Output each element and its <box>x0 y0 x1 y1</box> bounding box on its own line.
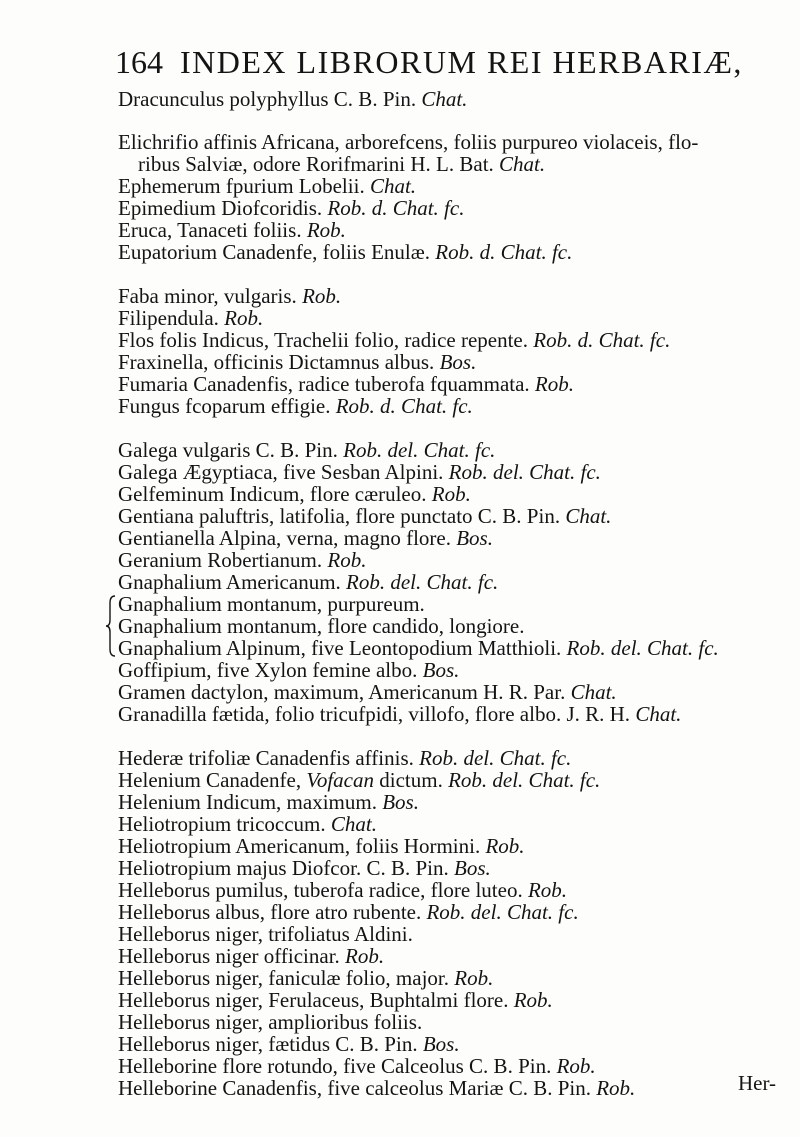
entry-references: Rob. <box>485 834 525 858</box>
index-entry <box>118 703 798 725</box>
entry-name: Helleborus niger, Ferulaceus, Buphtalmi flore. <box>118 988 514 1012</box>
page-header <box>0 42 800 92</box>
entry-references: Rob. del. Chat. fc. <box>419 746 572 770</box>
entry-name: Galega Ægyptiaca, five Sesban Alpini. <box>118 460 449 484</box>
entry-name: Heliotropium Americanum, foliis Hormini. <box>118 834 486 858</box>
entry-name: Helenium Indicum, maximum. <box>118 790 383 814</box>
entry-references: Rob. <box>556 1054 596 1078</box>
entry-references: Chat. <box>635 702 682 726</box>
entry-name: Helleborus niger officinar. <box>118 944 346 968</box>
entry-name: Goffipium, five Xylon femine albo. <box>118 658 423 682</box>
entry-references: Rob. <box>431 482 471 506</box>
entry-name: Granadilla fætida, folio tricufpidi, villofo, flore albo. J. R. H. <box>118 702 636 726</box>
index-entry <box>118 351 798 373</box>
entry-name: Galega vulgaris C. B. Pin. <box>118 438 344 462</box>
entry-name: Gnaphalium Americanum. <box>118 570 347 594</box>
index-entry <box>118 813 798 835</box>
entry-references: Chat. <box>499 152 546 176</box>
entry-references: Chat. <box>565 504 612 528</box>
index-entry <box>118 527 798 549</box>
index-entry <box>118 241 798 263</box>
entry-name: Faba minor, vulgaris. <box>118 284 303 308</box>
index-entry <box>118 197 798 219</box>
entry-name: Gnaphalium montanum, purpureum. <box>118 592 425 616</box>
entry-references: Rob. del. Chat. fc. <box>343 438 496 462</box>
entry-name: ribus Salviæ, odore Rorifmarini H. L. Bat. <box>138 152 500 176</box>
index-entry <box>118 175 798 197</box>
index-section <box>118 131 798 263</box>
index-section <box>118 747 798 1099</box>
entry-name-continued: dictum. <box>374 768 449 792</box>
index-entry <box>118 439 798 461</box>
entry-references: Bos. <box>422 1032 460 1056</box>
entry-name: Helleborus niger, faniculæ folio, major. <box>118 966 455 990</box>
entry-name: Geranium Robertianum. <box>118 548 328 572</box>
entry-name: Helleborus albus, flore atro rubente. <box>118 900 427 924</box>
entry-references: Rob. del. Chat. fc. <box>346 570 499 594</box>
entry-name: Helleborine flore rotundo, five Calceolus C. B. Pin. <box>118 1054 557 1078</box>
entry-name: Heliotropium tricoccum. <box>118 812 331 836</box>
catchword: Her- <box>738 1071 777 1095</box>
entry-references: Chat. <box>421 87 468 111</box>
entry-name: Fraxinella, officinis Dictamnus albus. <box>118 350 440 374</box>
entry-references: Rob. <box>302 284 342 308</box>
index-entry <box>118 615 798 637</box>
index-entry <box>118 329 798 351</box>
curly-brace-icon <box>106 593 116 659</box>
index-entry <box>118 659 798 681</box>
entry-references: Rob. d. Chat. fc. <box>327 196 465 220</box>
entry-references: Bos. <box>382 790 419 814</box>
index-entry <box>118 879 798 901</box>
entry-references: Rob. <box>513 988 553 1012</box>
index-entry <box>118 153 798 175</box>
bracketed-group <box>118 593 798 659</box>
entry-name: Gnaphalium Alpinum, five Leontopodium Matthioli. <box>118 636 567 660</box>
index-section <box>118 88 798 110</box>
index-entry <box>118 923 798 945</box>
entry-name: Helleborine Canadenfis, five calceolus Mariæ C. B. Pin. <box>118 1076 597 1100</box>
entry-name: Fumaria Canadenfis, radice tuberofa fquammata. <box>118 372 535 396</box>
entry-references: Vofacan <box>306 768 374 792</box>
entry-references: Rob. <box>596 1076 636 1100</box>
index-entry <box>118 1055 798 1077</box>
index-entry <box>118 1033 798 1055</box>
running-head: INDEX LIBRORUM REI HERBARIÆ, <box>180 44 743 80</box>
index-entry <box>118 901 798 923</box>
index-entry <box>118 681 798 703</box>
entry-references: Chat. <box>330 812 377 836</box>
index-section <box>118 285 798 417</box>
entry-name: Gentianella Alpina, verna, magno flore. <box>118 526 457 550</box>
index-entry <box>118 307 798 329</box>
entry-name: Heliotropium majus Diofcor. C. B. Pin. <box>118 856 454 880</box>
entry-name: Gelfeminum Indicum, flore cæruleo. <box>118 482 432 506</box>
index-entry <box>118 88 798 110</box>
entry-name: Helenium Canadenfe, <box>118 768 307 792</box>
entry-references: Rob. <box>306 218 346 242</box>
entry-references: Rob. del. Chat. fc. <box>426 900 579 924</box>
entry-references: Bos. <box>439 350 477 374</box>
entry-name: Dracunculus polyphyllus C. B. Pin. <box>118 87 422 111</box>
index-entry <box>118 505 798 527</box>
index-entry <box>118 967 798 989</box>
index-entry <box>118 483 798 505</box>
index-entry <box>118 1077 798 1099</box>
index-body <box>118 88 798 1121</box>
entry-name: Flos folis Indicus, Trachelii folio, radice repente. <box>118 328 534 352</box>
index-entry <box>118 549 798 571</box>
index-entry <box>118 219 798 241</box>
index-entry <box>118 1011 798 1033</box>
index-entry <box>118 747 798 769</box>
entry-name: Gramen dactylon, maximum, Americanum H. R. Par. <box>118 680 571 704</box>
index-entry <box>118 285 798 307</box>
index-entry <box>118 945 798 967</box>
entry-references: Rob. d. Chat. fc. <box>435 240 573 264</box>
entry-references: Rob. del. Chat. fc. <box>448 768 601 792</box>
index-entry <box>118 791 798 813</box>
entry-references: Rob. d. Chat. fc. <box>533 328 671 352</box>
entry-name: Helleborus niger, trifoliatus Aldini. <box>118 922 413 946</box>
index-section <box>118 439 798 725</box>
entry-references: Bos. <box>456 526 493 550</box>
index-entry <box>118 593 798 615</box>
index-entry <box>118 131 798 153</box>
index-entry <box>118 835 798 857</box>
entry-references: Rob. <box>327 548 367 572</box>
entry-references: Rob. <box>345 944 385 968</box>
entry-references: Rob. d. Chat. fc. <box>335 394 473 418</box>
entry-name: Gnaphalium montanum, flore candido, longiore. <box>118 614 525 638</box>
index-entry <box>118 373 798 395</box>
entry-references: Rob. <box>534 372 574 396</box>
entry-name: Elichrifio affinis Africana, arborefcens, foliis purpureo violaceis, flo- <box>118 130 699 154</box>
entry-name: Gentiana paluftris, latifolia, flore punctato C. B. Pin. <box>118 504 566 528</box>
entry-name: Eupatorium Canadenfe, foliis Enulæ. <box>118 240 436 264</box>
entry-references: Rob. <box>454 966 494 990</box>
entry-name: Epimedium Diofcoridis. <box>118 196 328 220</box>
entry-references: Bos. <box>422 658 460 682</box>
entry-name: Helleborus niger, fætidus C. B. Pin. <box>118 1032 423 1056</box>
entry-name: Helleborus niger, amplioribus foliis. <box>118 1010 423 1034</box>
entry-name: Eruca, Tanaceti foliis. <box>118 218 307 242</box>
page-number: 164 <box>115 44 163 80</box>
index-entry <box>118 769 798 791</box>
index-entry <box>118 989 798 1011</box>
index-entry <box>118 461 798 483</box>
index-entry <box>118 395 798 417</box>
entry-references: Rob. del. Chat. fc. <box>566 636 719 660</box>
entry-references: Rob. <box>224 306 264 330</box>
entry-references: Chat. <box>570 680 617 704</box>
entry-name: Ephemerum fpurium Lobelii. <box>118 174 370 198</box>
index-entry <box>118 571 798 593</box>
entry-name: Fungus fcoparum effigie. <box>118 394 336 418</box>
entry-references: Bos. <box>454 856 491 880</box>
entry-references: Chat. <box>369 174 417 198</box>
entry-references: Rob. del. Chat. fc. <box>448 460 601 484</box>
index-entry <box>118 637 798 659</box>
entry-name: Filipendula. <box>118 306 225 330</box>
index-entry <box>118 857 798 879</box>
entry-name: Hederæ trifoliæ Canadenfis affinis. <box>118 746 420 770</box>
entry-name: Helleborus pumilus, tuberofa radice, flore luteo. <box>118 878 528 902</box>
entry-references: Rob. <box>527 878 568 902</box>
